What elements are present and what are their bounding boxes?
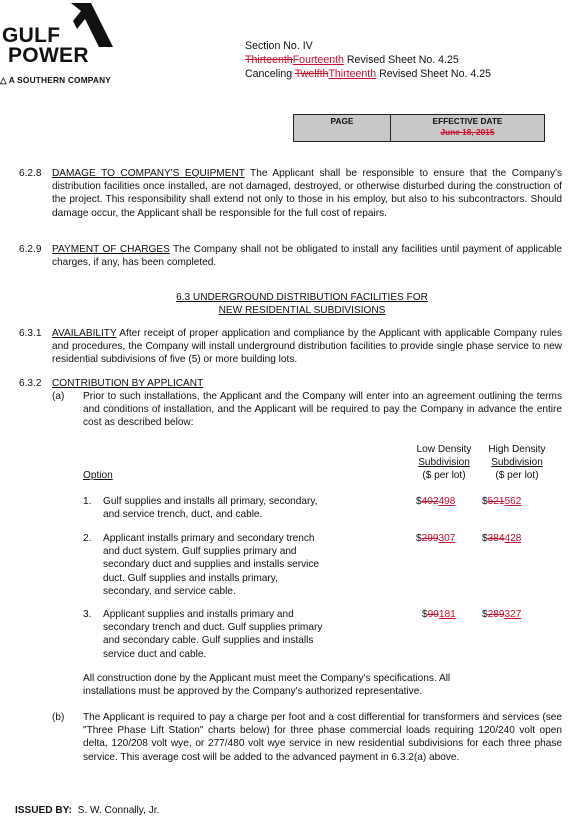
effective-date-cell: EFFECTIVE DATE June 18, 2015: [391, 115, 545, 142]
option-1-high-price: $521562: [482, 496, 522, 507]
option-1-low-price: $402498: [416, 496, 456, 507]
sheet-line: ThirteenthFourteenth Revised Sheet No. 4.25: [245, 54, 459, 66]
option-1-text: Gulf supplies and installs all primary, secondary, and service trench, duct, and cable.: [103, 496, 318, 521]
construction-note: All construction done by the Applicant must meet the Company's specifications. All installations must be approved by the Company's authorized representative.: [83, 673, 451, 698]
section-632-number: 6.3.2: [19, 378, 42, 389]
section-628-text: DAMAGE TO COMPANY'S EQUIPMENT The Applicant shall be responsible to ensure that the Company's distribution facilities once installed, are not damaged, destroyed, or otherwise disturbed during the construction of the project. This responsibility shall extend not only to those in his employ, but also to his subcontractors. Should damage occur, the Applicant shall be responsible for the full cost of repairs.: [52, 168, 562, 219]
option-3-high-price: $289327: [482, 609, 522, 620]
section-628-number: 6.2.8: [19, 168, 42, 179]
section-631-text: AVAILABILITY After receipt of proper application and compliance by the Applicant with applicable Company rules and procedures, the Company will install underground distribution facilities to provide single phase service to new residential subdivisions of five (5) or more building lots.: [52, 328, 562, 366]
logo-line-power: POWER: [8, 44, 89, 67]
low-density-header: Low Density Subdivision ($ per lot): [416, 444, 472, 482]
high-density-header: High Density Subdivision ($ per lot): [488, 444, 546, 482]
section-632b-text: The Applicant is required to pay a charge per foot and a cost differential for transformers and services (see "Three Phase Lift Station" charts below) for three phase commercial loads requiring 120/240 volt open delta, 120/208 volt wye, or 277/480 volt wye service in new residential subdivisions for each three phase service. This average cost will be added to the advanced payment in 6.3.2(a) above.: [83, 712, 562, 763]
option-2-text: Applicant installs primary and secondary trench and duct system. Gulf supplies primary and secondary duct and supplies and installs service duct. Gulf supplies and installs primary, secondary, and service cable.: [103, 533, 320, 597]
logo-triangle-icon: △: [0, 75, 7, 85]
section-63-heading-line2: NEW RESIDENTIAL SUBDIVISIONS: [218, 305, 386, 316]
section-631-number: 6.3.1: [19, 328, 42, 339]
logo-line-gulf: GULF: [2, 24, 61, 47]
section-632a-text: Prior to such installations, the Applicant and the Company will enter into an agreement outlining the terms and conditions of installation, and the Applicant will be required to pay the Company in advance the entire cost as described below:: [83, 391, 562, 429]
option-1-number: 1.: [83, 496, 92, 507]
option-3-text: Applicant supplies and installs primary and secondary trench and duct. Gulf supplies primary and secondary cable. Gulf supplies and installs service duct and cable.: [103, 609, 323, 660]
section-629-text: PAYMENT OF CHARGES The Company shall not be obligated to install any facilities until payment of applicable charges, if any, has been completed.: [52, 244, 563, 269]
option-3-number: 3.: [83, 609, 92, 620]
section-632b-label: (b): [52, 712, 65, 723]
effective-date-value: June 18, 2015: [440, 126, 495, 137]
option-header: Option: [83, 470, 113, 481]
option-2-high-price: $384428: [482, 533, 522, 544]
canceling-line: Canceling TwelfthThirteenth Revised Sheet No. 4.25: [245, 68, 491, 80]
option-2-number: 2.: [83, 533, 92, 544]
page-effective-date-box: [293, 114, 545, 142]
header-block: [245, 39, 491, 81]
option-2-low-price: $299307: [416, 533, 456, 544]
option-3-low-price: $99181: [422, 609, 456, 620]
section-632a-label: (a): [52, 391, 65, 402]
section-number: Section No. IV: [245, 40, 313, 52]
issued-by: ISSUED BY: S. W. Connally, Jr.: [15, 805, 160, 816]
section-629-number: 6.2.9: [19, 244, 42, 255]
logo-subtitle: △ A SOUTHERN COMPANY: [0, 75, 112, 85]
page-cell: PAGE: [294, 115, 391, 142]
gulf-power-logo-mark: [63, 3, 115, 47]
section-632-title: CONTRIBUTION BY APPLICANT: [52, 378, 204, 389]
section-63-heading-line1: 6.3 UNDERGROUND DISTRIBUTION FACILITIES FOR: [176, 292, 428, 303]
